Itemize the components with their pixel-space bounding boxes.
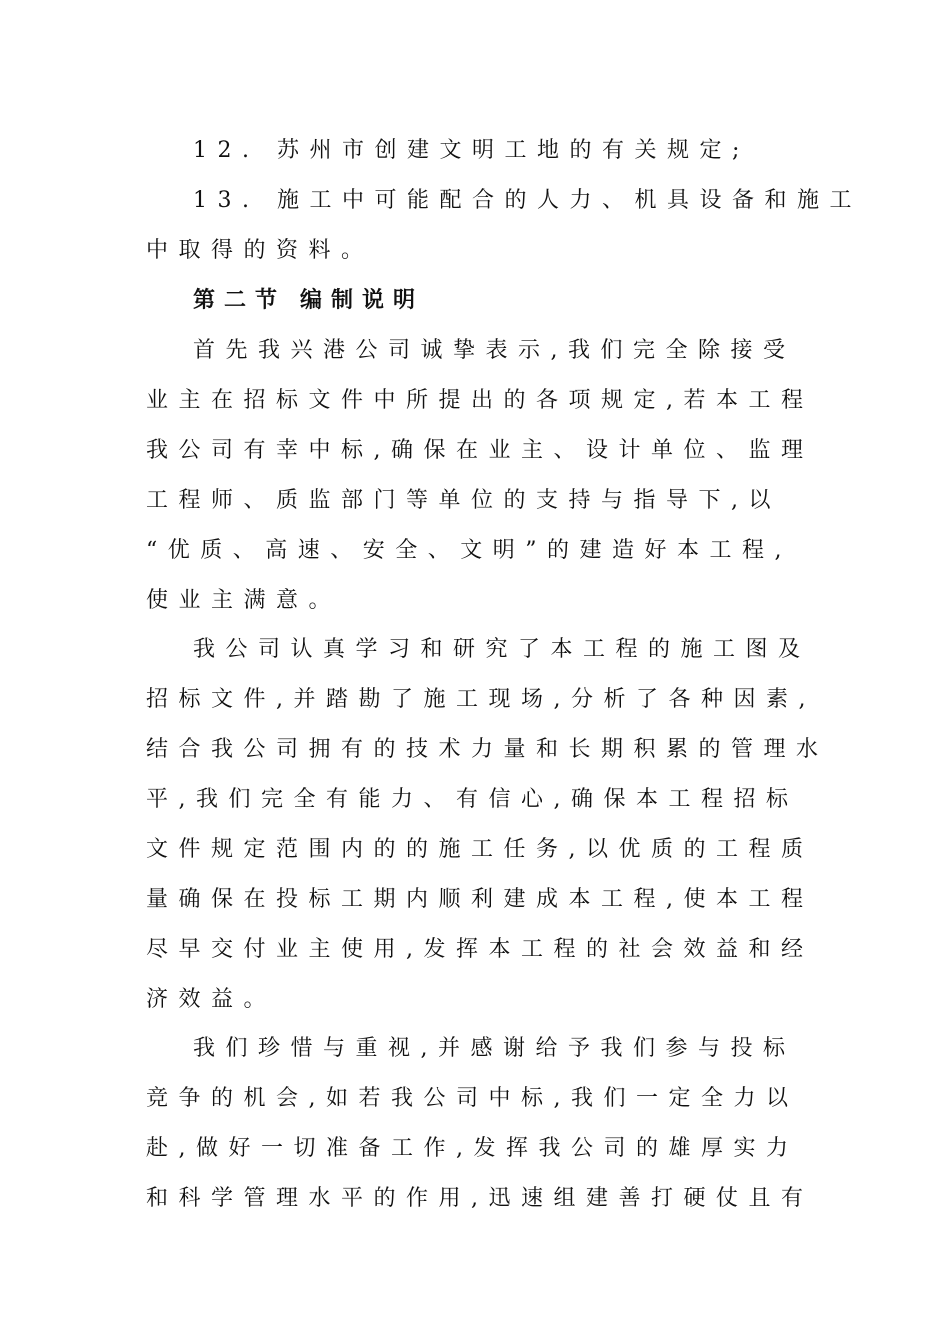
paragraph-line: 首先我兴港公司诚挚表示,我们完全除接受 (193, 338, 796, 363)
paragraph-line: 结合我公司拥有的技术力量和长期积累的管理水 (146, 737, 829, 762)
paragraph-line: 文件规定范围内的的施工任务,以优质的工程质 (146, 837, 814, 862)
paragraph-line: 竞争的机会,如若我公司中标,我们一定全力以 (146, 1086, 799, 1111)
paragraph-line: 和科学管理水平的作用,迅速组建善打硬仗且有 (146, 1186, 814, 1211)
section-title: 编制说明 (300, 288, 425, 313)
paragraph-line: 使业主满意。 (146, 588, 342, 613)
paragraph-line: 业主在招标文件中所提出的各项规定,若本工程 (146, 388, 814, 413)
paragraph-line: 量确保在投标工期内顺利建成本工程,使本工程 (146, 887, 814, 912)
paragraph-line: 招标文件,并踏勘了施工现场,分析了各种因素, (146, 687, 816, 712)
paragraph-line: 尽早交付业主使用,发挥本工程的社会效益和经 (146, 937, 814, 962)
paragraph-line: 平,我们完全有能力、有信心,确保本工程招标 (146, 787, 799, 812)
section-heading (193, 283, 424, 319)
paragraph-line: “优质、高速、安全、文明”的建造好本工程, (146, 538, 792, 563)
paragraph-line: 我公司有幸中标,确保在业主、设计单位、监理 (146, 438, 814, 463)
paragraph-line: 我公司认真学习和研究了本工程的施工图及 (193, 637, 811, 662)
paragraph-line: 工程师、质监部门等单位的支持与指导下,以 (146, 488, 781, 513)
paragraph-line: 我们珍惜与重视,并感谢给予我们参与投标 (193, 1036, 796, 1061)
list-item-line: 中取得的资料。 (146, 238, 374, 263)
paragraph-line: 济效益。 (146, 987, 277, 1012)
paragraph-line: 赴,做好一切准备工作,发挥我公司的雄厚实力 (146, 1136, 799, 1161)
list-item-line: 13. 施工中可能配合的人力、机具设备和施工 (193, 188, 862, 213)
section-number: 第二节 (193, 288, 287, 313)
list-item-line: 12. 苏州市创建文明工地的有关规定; (193, 138, 750, 163)
